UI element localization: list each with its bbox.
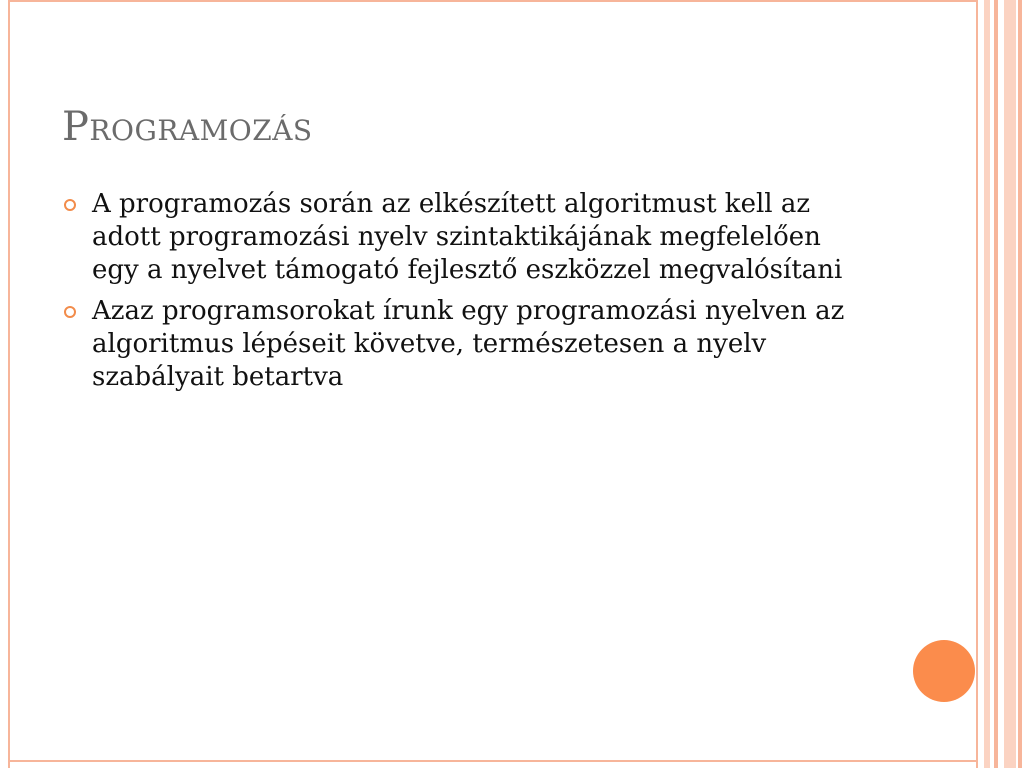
- bullet-list: [62, 188, 852, 402]
- bullet-item: [62, 188, 852, 287]
- slide-title: Programozás: [62, 104, 313, 150]
- frame-left-border: [8, 0, 10, 768]
- decorative-stripe: [984, 0, 990, 768]
- frame-bottom-border: [8, 760, 978, 762]
- frame-top-border: [8, 0, 978, 2]
- filled-circle-icon: [913, 640, 975, 702]
- bullet-text: A programozás során az elkészített algoritmust kell az adott programozási nyelv szintaktikájának megfelelően egy a nyelvet támogató fejlesztő eszközzel megvalósítani: [92, 189, 843, 285]
- bullet-text: Azaz programsorokat írunk egy programozási nyelven az algoritmus lépéseit követve, természetesen a nyelv szabályait betartva: [92, 296, 845, 392]
- decorative-stripe: [994, 0, 998, 768]
- bullet-item: [62, 295, 852, 394]
- decorative-stripe: [1004, 0, 1016, 768]
- frame-right-border: [976, 0, 978, 768]
- circle-outline-icon: [64, 306, 76, 318]
- decorative-stripe: [1018, 0, 1022, 768]
- circle-outline-icon: [64, 199, 76, 211]
